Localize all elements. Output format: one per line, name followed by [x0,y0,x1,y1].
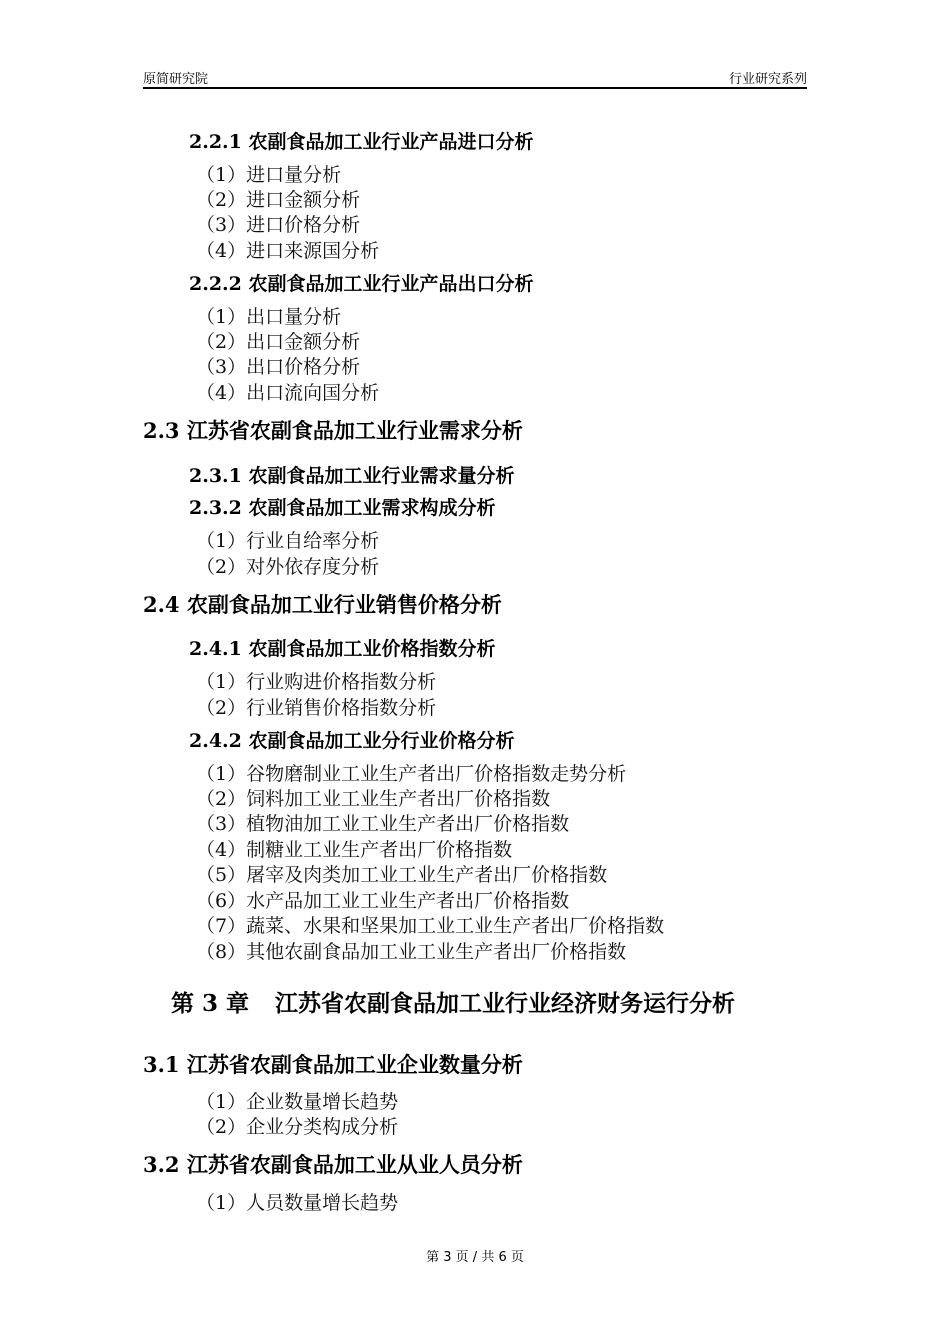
toc-list-item: （5）屠宰及肉类加工业工业生产者出厂价格指数 [196,864,608,886]
subsection-heading: 2.3.2 农副食品加工业需求构成分析 [189,497,496,519]
toc-list-item: （2）企业分类构成分析 [196,1116,399,1138]
chapter-title: 江苏省农副食品加工业行业经济财务运行分析 [275,990,736,1017]
section-heading: 3.1 江苏省农副食品加工业企业数量分析 [143,1052,523,1077]
toc-list-item: （1）人员数量增长趋势 [196,1192,399,1214]
toc-list-item: （2）出口金额分析 [196,331,361,353]
toc-list-item: （1）进口量分析 [196,164,342,186]
header-series-name: 行业研究系列 [728,72,807,87]
toc-list-item: （8）其他农副食品加工业工业生产者出厂价格指数 [196,941,627,963]
toc-list-item: （2）进口金额分析 [196,189,361,211]
toc-list-item: （2）饲料加工业工业生产者出厂价格指数 [196,788,551,810]
page-footer [0,1246,950,1265]
subsection-heading: 2.4.2 农副食品加工业分行业价格分析 [189,730,515,752]
toc-list-item: （3）植物油加工业工业生产者出厂价格指数 [196,813,570,835]
toc-list-item: （3）出口价格分析 [196,356,361,378]
page-header [143,66,807,88]
toc-list-item: （4）进口来源国分析 [196,240,380,262]
toc-list-item: （3）进口价格分析 [196,214,361,236]
section-heading: 2.3 江苏省农副食品加工业行业需求分析 [143,418,523,443]
toc-list-item: （1）谷物磨制业工业生产者出厂价格指数走势分析 [196,763,627,785]
toc-list-item: （1）行业购进价格指数分析 [196,671,437,693]
subsection-heading: 2.4.1 农副食品加工业价格指数分析 [189,638,496,660]
section-heading: 3.2 江苏省农副食品加工业从业人员分析 [143,1152,523,1177]
toc-list-item: （1）行业自给率分析 [196,530,380,552]
toc-list-item: （2）对外依存度分析 [196,556,380,578]
subsection-heading: 2.3.1 农副食品加工业行业需求量分析 [189,465,515,487]
page-number: 第 3 页 / 共 6 页 [426,1250,524,1265]
toc-list-item: （1）企业数量增长趋势 [196,1091,399,1113]
subsection-heading: 2.2.1 农副食品加工业行业产品进口分析 [189,131,534,153]
toc-list-item: （1）出口量分析 [196,306,342,328]
toc-list-item: （4）制糖业工业生产者出厂价格指数 [196,839,513,861]
header-divider [143,87,807,89]
section-heading: 2.4 农副食品加工业行业销售价格分析 [143,592,502,617]
chapter-heading [171,985,735,1018]
subsection-heading: 2.2.2 农副食品加工业行业产品出口分析 [189,273,534,295]
toc-list-item: （4）出口流向国分析 [196,382,380,404]
toc-list-item: （7）蔬菜、水果和坚果加工业工业生产者出厂价格指数 [196,915,665,937]
toc-list-item: （6）水产品加工业工业生产者出厂价格指数 [196,890,570,912]
toc-list-item: （2）行业销售价格指数分析 [196,697,437,719]
chapter-number: 第 3 章 [171,990,250,1017]
header-org-name: 原简研究院 [143,72,209,87]
